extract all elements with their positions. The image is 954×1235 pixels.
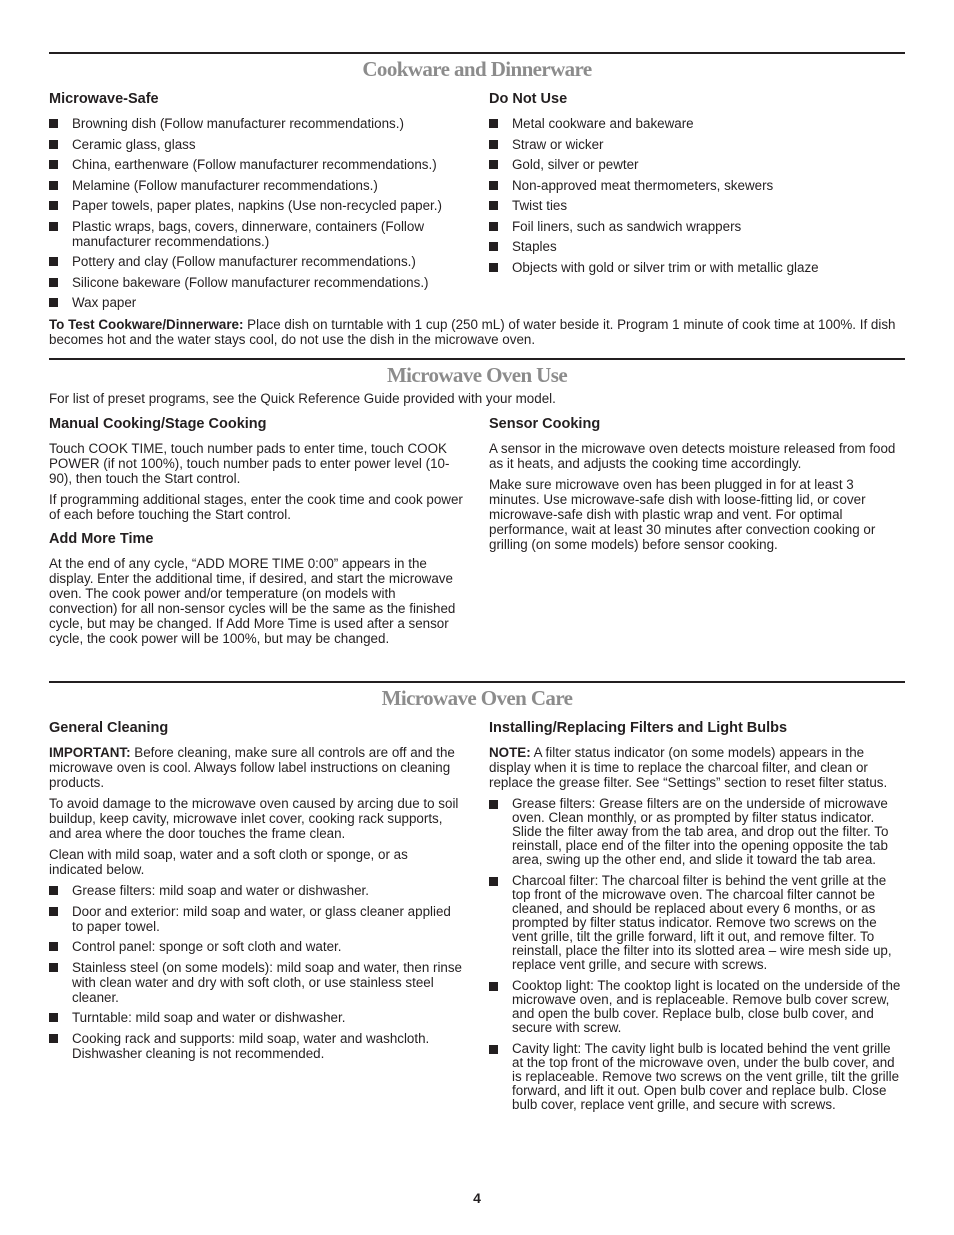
oven-care-section [49,681,905,1119]
cookware-section [49,52,905,353]
list-item: Pottery and clay (Follow manufacturer recommendations.) [49,254,465,269]
bullet-icon [49,1013,58,1022]
bullet-icon [489,201,498,210]
bullet-icon [489,877,498,886]
filters-bulbs-list [489,797,905,1112]
list-item: Foil liners, such as sandwich wrappers [489,219,905,234]
list-item: Door and exterior: mild soap and water, or glass cleaner applied to paper towel. [49,904,465,934]
general-cleaning-heading: General Cleaning [49,720,169,736]
section-divider [49,681,905,683]
microwave-safe-heading: Microwave-Safe [49,91,159,107]
add-more-time-heading: Add More Time [49,531,154,547]
bullet-icon [489,800,498,809]
list-item: Objects with gold or silver trim or with metallic glaze [489,260,905,275]
bullet-icon [49,140,58,149]
general-cleaning-column [49,720,465,1119]
list-item: Twist ties [489,198,905,213]
important-note: IMPORTANT: Before cleaning, make sure all controls are off and the microwave oven is cool. Always follow label instructions on cleaning products. [49,745,455,790]
bullet-icon [49,278,58,287]
bullet-icon [489,160,498,169]
sensor-cooking-paragraph: Make sure microwave oven has been plugged in for at least 3 minutes. Use microwave-safe dish with loose-fitting lid, or cover microwave-safe dish with plastic wrap and vent. For optimal performance, wait at least 30 minutes after convection cooking or grilling (on some models) before sensor cooking. [489,477,876,552]
bullet-icon [49,222,58,231]
list-item: Plastic wraps, bags, covers, dinnerware, containers (Follow manufacturer recommendations.) [49,219,465,249]
sensor-cooking-column [489,416,905,652]
oven-use-section [49,358,905,652]
bullet-icon [489,140,498,149]
filter-status-note: NOTE: A filter status indicator (on some models) appears in the display when it is time to replace the charcoal filter, and clean or replace the grease filter. See “Settings” section to reset filter status. [489,745,888,790]
bullet-icon [489,119,498,128]
bullet-icon [49,963,58,972]
section-title: Cookware and Dinnerware [362,57,592,81]
section-title: Microwave Oven Use [386,363,568,387]
add-more-time-paragraph: At the end of any cycle, “ADD MORE TIME 0:00” appears in the display. Enter the additional time, if desired, and start the microwave oven. The cook power and/or temperature (on models with convection) for all non-sensor cycles will be the same as the finished cycle, but may be changed. If Add More Time is used after a sensor cycle, the cook power will be 100%, but may be changed. [49,556,456,646]
bullet-icon [49,160,58,169]
list-item: Silicone bakeware (Follow manufacturer recommendations.) [49,275,465,290]
list-item: Ceramic glass, glass [49,137,465,152]
bullet-icon [49,907,58,916]
list-item: Non-approved meat thermometers, skewers [489,178,905,193]
do-not-use-list [489,116,905,275]
list-item: Grease filters: mild soap and water or dishwasher. [49,883,465,898]
bullet-icon [489,982,498,991]
bullet-icon [49,181,58,190]
oven-use-intro: For list of preset programs, see the Quick Reference Guide provided with your model. [49,391,556,406]
microwave-safe-column [49,91,465,316]
do-not-use-column [489,91,905,316]
list-item: Stainless steel (on some models): mild soap and water, then rinse with clean water and dry with soft cloth, or use stainless steel cleaner. [49,960,465,1005]
list-item: Browning dish (Follow manufacturer recommendations.) [49,116,465,131]
cleaning-list [49,883,465,1061]
stage-cooking-paragraph: If programming additional stages, enter the cook time and cook power of each before touching the Start control. [49,492,463,522]
list-item: Straw or wicker [489,137,905,152]
bullet-icon [49,942,58,951]
bullet-icon [49,1034,58,1043]
list-item: Wax paper [49,295,465,310]
list-item: Melamine (Follow manufacturer recommendations.) [49,178,465,193]
sensor-cooking-paragraph: A sensor in the microwave oven detects moisture released from food as it heats, and adjusts the cooking time accordingly. [489,441,896,471]
list-item: Cooking rack and supports: mild soap, water and washcloth. Dishwasher cleaning is not recommended. [49,1031,465,1061]
list-item: Charcoal filter: The charcoal filter is behind the vent grille at the top front of the microwave oven. The charcoal filter cannot be cleaned, and should be replaced about every 6 months, or as prompted by filter status indicator. Remove two screws on the vent grille, tilt the grille forward, lift it out, and remove filter. To reinstall, place the filter into its slotted area – wire mesh side up, replace vent grille, and secure with screws. [489,874,905,972]
bullet-icon [49,201,58,210]
bullet-icon [489,181,498,190]
bullet-icon [489,222,498,231]
bullet-icon [489,242,498,251]
avoid-damage-paragraph: To avoid damage to the microwave oven caused by arcing due to soil buildup, keep cavity, microwave inlet cover, cooking rack supports, and area where the door touches the frame clean. [49,796,459,841]
test-cookware-note: To Test Cookware/Dinnerware: Place dish on turntable with 1 cup (250 mL) of water beside it. Program 1 minute of cook time at 100%. If dish becomes hot and the water stays cool, do not use the dish in the microwave oven. [49,316,896,347]
bullet-icon [489,1045,498,1054]
list-item: Cooktop light: The cooktop light is located on the underside of the microwave oven, and is replaceable. Remove bulb cover screw, and open the bulb cover. Replace bulb, close bulb cover, and secure with screw. [489,979,905,1035]
list-item: Turntable: mild soap and water or dishwasher. [49,1010,465,1025]
bullet-icon [489,263,498,272]
list-item: Metal cookware and bakeware [489,116,905,131]
sensor-cooking-heading: Sensor Cooking [489,416,601,432]
manual-cooking-paragraph: Touch COOK TIME, touch number pads to enter time, touch COOK POWER (if not 100%), touch number pads to enter power level (10-90), then touch the Start control. [49,441,450,486]
filters-bulbs-column [489,720,905,1119]
list-item: Gold, silver or pewter [489,157,905,172]
bullet-icon [49,298,58,307]
list-item: Grease filters: Grease filters are on the underside of microwave oven. Clean monthly, or as prompted by filter status indicator. Slide the filter away from the tab area, and drop out the filter. To reinstall, place end of the filter into the opening opposite the tab area, swing up the other end, and slide it toward the tab area. [489,797,905,867]
bullet-icon [49,257,58,266]
page-number: 4 [473,1190,481,1206]
filters-bulbs-heading: Installing/Replacing Filters and Light Bulbs [489,720,788,736]
list-item: Staples [489,239,905,254]
bullet-icon [49,886,58,895]
bullet-icon [49,119,58,128]
list-item: Cavity light: The cavity light bulb is located behind the vent grille at the top front of the microwave oven, under the bulb cover, and is replaceable. Remove two screws on the vent grille, tilt the grille forward, and lift it out. Open bulb cover and replace bulb. Close bulb cover, replace vent grille, and secure with screws. [489,1042,905,1112]
manual-cooking-column [49,416,465,652]
list-item: Paper towels, paper plates, napkins (Use non-recycled paper.) [49,198,465,213]
section-divider [49,52,905,54]
microwave-safe-list [49,116,465,310]
section-title: Microwave Oven Care [381,686,573,710]
manual-cooking-heading: Manual Cooking/Stage Cooking [49,416,267,432]
clean-with-paragraph: Clean with mild soap, water and a soft cloth or sponge, or as indicated below. [49,847,408,877]
section-divider [49,358,905,360]
do-not-use-heading: Do Not Use [489,91,568,107]
list-item: China, earthenware (Follow manufacturer recommendations.) [49,157,465,172]
list-item: Control panel: sponge or soft cloth and water. [49,939,465,954]
